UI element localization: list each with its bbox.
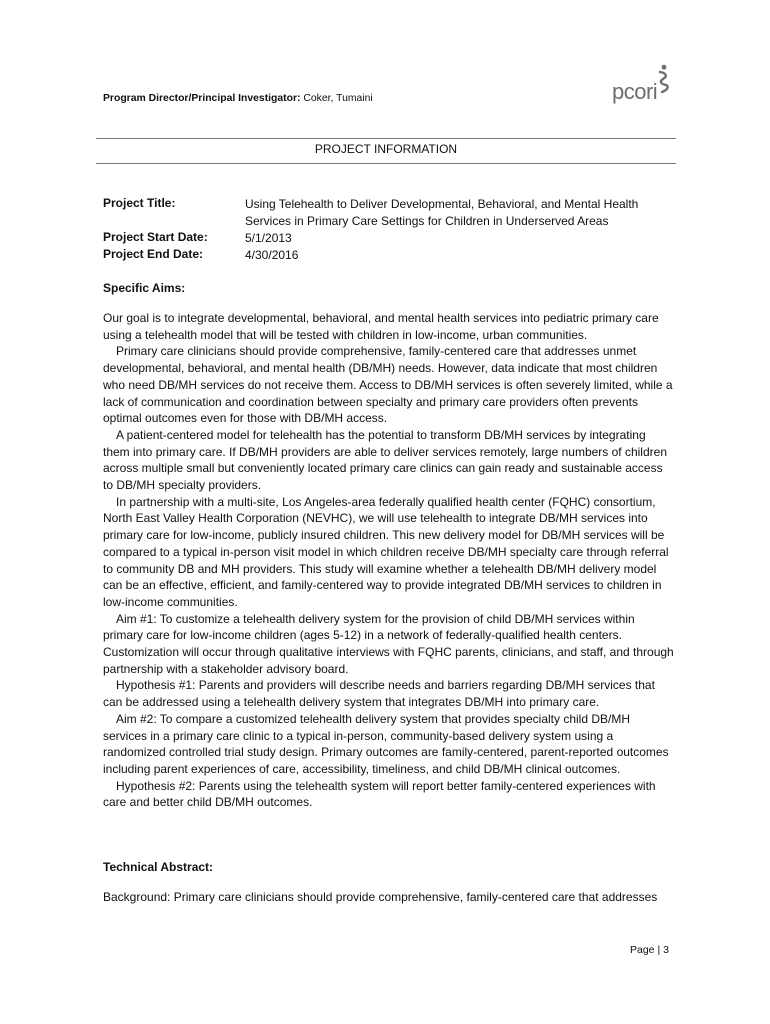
aims-paragraph: In partnership with a multi-site, Los Angeles-area federally qualified health center (FQHC) consortium, North East Valley Health Corporation (NEVHC), we will use telehealth to integrate DB/MH services into primary care for low-income, publicly insured children. This new delivery model for DB/MH services will be compared to a typical in-person visit model in which children receive DB/MH specialty care through referral to community DB and MH providers. This study will examine whether a telehealth DB/MH delivery model can be an effective, efficient, and family-centered way to provide integrated DB/MH services to children in low-income communities. <box>103 494 669 609</box>
aims-paragraph: Aim #1: To customize a telehealth delivery system for the provision of child DB/MH services within primary care for low-income children (ages 5-12) in a network of federally-qualified health centers. Customization will occur through qualitative interviews with FQHC parents, clinicians, and staff, and through partnership with a stakeholder advisory board. <box>103 611 674 676</box>
technical-abstract-heading: Technical Abstract: <box>103 860 214 874</box>
project-start-date-value: 5/1/2013 <box>245 231 292 245</box>
aims-paragraph: A patient-centered model for telehealth has the potential to transform DB/MH services by integrating them into primary care. If DB/MH providers are able to deliver services remotely, large numbers of children across multiple small but conveniently located primary care clinics can gain ready and sustainable access to DB/MH specialty providers. <box>103 427 667 493</box>
principal-investigator-line <box>103 93 373 104</box>
aims-paragraph: Primary care clinicians should provide comprehensive, family-centered care that addresses unmet developmental, behavioral, and mental health (DB/MH) needs. However, data indicate that most children who need DB/MH services do not receive them. Access to DB/MH services is often severely limited, while a lack of communication and coordination between specialty and primary care providers often prevents optimal outcomes even for those with DB/MH access. <box>103 344 673 426</box>
pi-name: Coker, Tumaini <box>303 93 373 104</box>
bottom-divider <box>96 163 676 164</box>
technical-abstract-body <box>103 889 675 906</box>
specific-aims-body <box>103 310 675 811</box>
pi-label: Program Director/Principal Investigator: <box>103 93 301 104</box>
project-title-label: Project Title: <box>103 196 176 210</box>
project-title-value: Using Telehealth to Deliver Developmental, Behavioral, and Mental Health Services in Primary Care Settings for Children in Underserved Areas <box>245 197 639 228</box>
aims-paragraph: Aim #2: To compare a customized telehealth delivery system that provides specialty child DB/MH services in a primary care clinic to a typical in-person, community-based delivery system using a randomized controlled trial study design. Primary outcomes are family-centered, parent-reported outcomes including parent experiences of care, accessibility, timeliness, and child DB/MH clinical outcomes. <box>103 711 669 776</box>
section-title: PROJECT INFORMATION <box>314 142 458 156</box>
logo-figure-icon <box>650 64 674 94</box>
aims-paragraph: Hypothesis #2: Parents using the telehealth system will report better family-centered experiences with care and better child DB/MH outcomes. <box>103 778 656 810</box>
specific-aims-heading: Specific Aims: <box>103 281 186 295</box>
top-divider <box>96 138 676 139</box>
project-end-date-value: 4/30/2016 <box>245 248 299 262</box>
project-end-date-label: Project End Date: <box>103 247 204 261</box>
abstract-first-line: Background: Primary care clinicians should provide comprehensive, family-centered care that addresses <box>103 890 658 904</box>
pcori-logo <box>612 64 674 108</box>
aims-paragraph: Our goal is to integrate developmental, behavioral, and mental health services into pediatric primary care using a telehealth model that will be tested with children in low-income, urban communities. <box>103 311 659 342</box>
page-number: Page | 3 <box>630 944 669 956</box>
aims-paragraph: Hypothesis #1: Parents and providers will describe needs and barriers regarding DB/MH services that can be addressed using a telehealth delivery system that integrates DB/MH into primary care. <box>103 678 655 710</box>
project-start-date-label: Project Start Date: <box>103 230 208 244</box>
logo-wordmark: pcori <box>612 79 658 104</box>
